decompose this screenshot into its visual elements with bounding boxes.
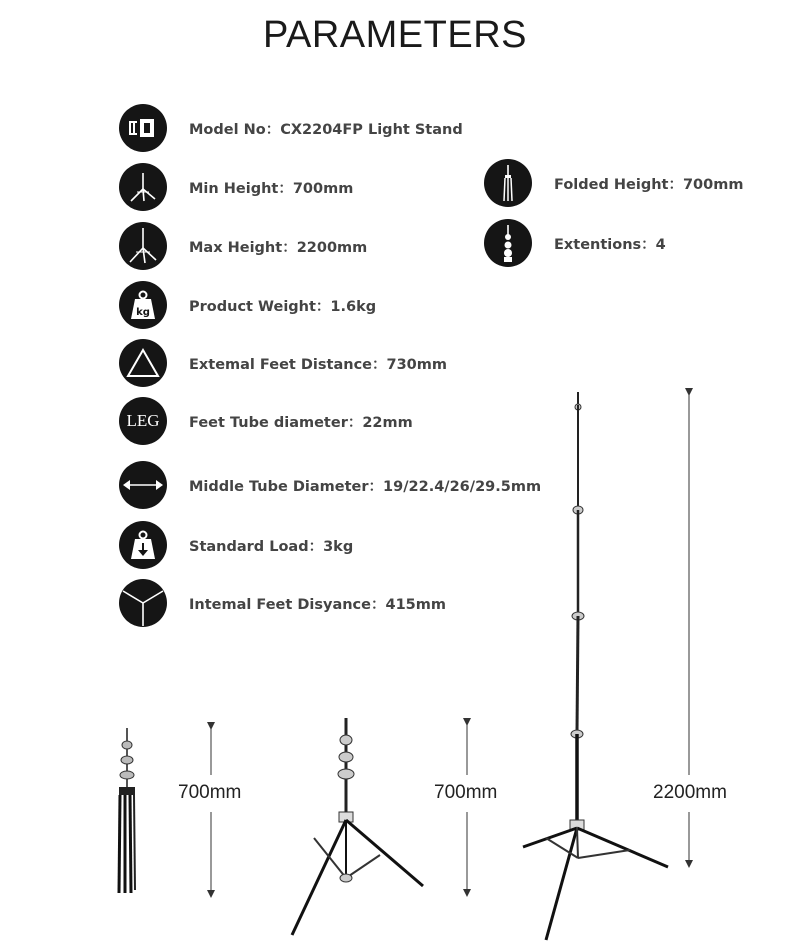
min-height-stand-image (292, 718, 423, 935)
spec-label: Max Height：2200mm (189, 239, 368, 256)
spec-label: Extentions：4 (554, 236, 666, 253)
spec-label: Model No：CX2204FP Light Stand (189, 121, 463, 138)
spec-label: Middle Tube Diameter：19/22.4/26/29.5mm (189, 478, 542, 495)
spec-label: Min Height：700mm (189, 180, 354, 197)
svg-text:kg: kg (136, 307, 150, 318)
max-height-stand-image (523, 392, 668, 940)
spec-label: Extemal Feet Distance：730mm (189, 356, 447, 373)
spec-label: Folded Height：700mm (554, 176, 744, 193)
spec-label: Standard Load：3kg (189, 538, 354, 555)
spec-label: Intemal Feet Disyance：415mm (189, 596, 446, 613)
min-height-label: 700mm (434, 782, 498, 803)
folded-height-label: 700mm (178, 782, 242, 803)
spec-label: Product Weight：1.6kg (189, 298, 377, 315)
max-height-label: 2200mm (653, 782, 727, 803)
page-title: PARAMETERS (262, 14, 527, 56)
spec-label: Feet Tube diameter：22mm (189, 414, 413, 431)
folded-stand-image (119, 728, 135, 893)
leg-icon-text: LEG (126, 411, 160, 430)
